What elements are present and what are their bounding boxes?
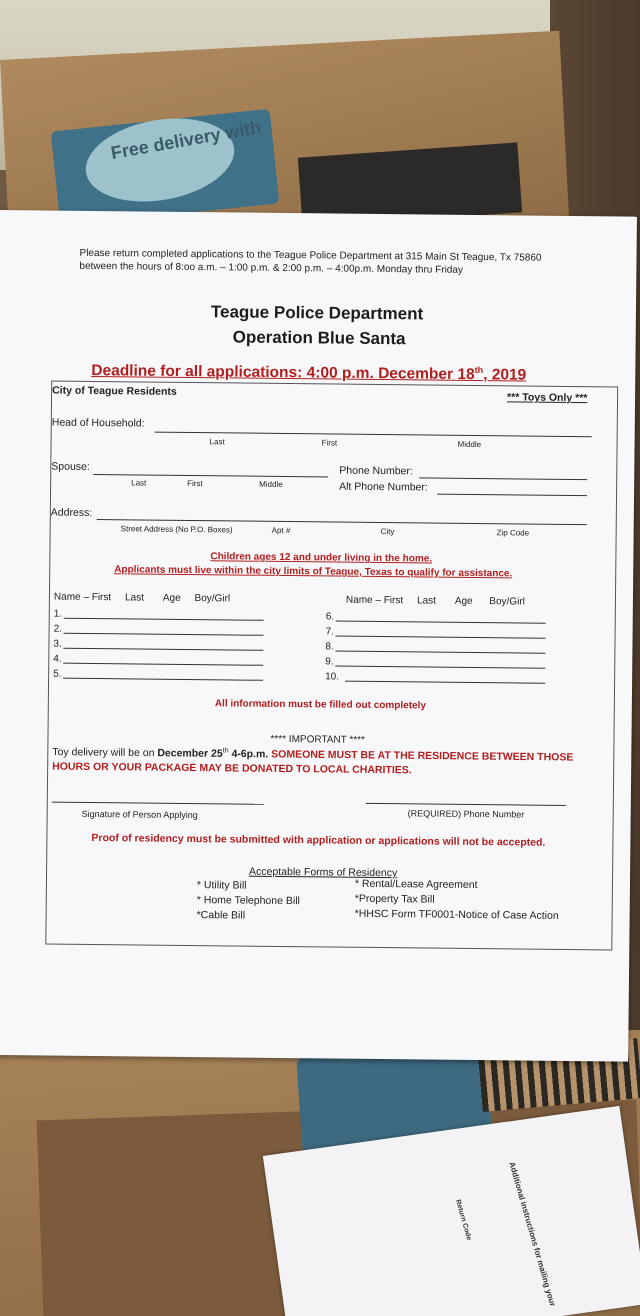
- delivery-line-2: HOURS OR YOUR PACKAGE MAY BE DONATED TO LOCAL CHARITIES.: [52, 760, 412, 777]
- residency-list-right: [355, 877, 560, 924]
- head-last-caption: Last: [209, 437, 225, 447]
- application-form: [0, 210, 637, 1062]
- form-title: Teague Police Department: [210, 302, 424, 324]
- head-of-household-label: Head of Household:: [51, 416, 145, 430]
- kid-field-7[interactable]: [336, 636, 546, 639]
- kid-row-4: 4.: [53, 653, 62, 665]
- label-heading: Additional instructions for mailing your: [507, 1160, 558, 1308]
- signature-field[interactable]: [52, 802, 264, 805]
- deadline-heading: Deadline for all applications: 4:00 p.m. December 18th, 2019: [91, 362, 527, 384]
- required-phone-field[interactable]: [366, 803, 566, 806]
- address-street-caption: Street Address (No P.O. Boxes): [120, 524, 233, 535]
- head-first-caption: First: [321, 438, 338, 448]
- address-zip-caption: Zip Code: [496, 528, 530, 538]
- kid-field-8[interactable]: [335, 651, 545, 654]
- address-apt-caption: Apt #: [271, 525, 291, 536]
- important-heading: **** IMPORTANT ****: [270, 733, 366, 746]
- children-note: Children ages 12 and under living in the home.: [210, 551, 433, 565]
- kid-field-6[interactable]: [336, 621, 546, 624]
- address-label: Address:: [50, 506, 93, 519]
- kid-field-4[interactable]: [63, 663, 263, 666]
- alt-phone-field[interactable]: [437, 494, 587, 497]
- residency-item-tax: *Property Tax Bill: [354, 892, 435, 906]
- head-middle-caption: Middle: [457, 439, 482, 450]
- intro-line-1: Please return completed applications to the Teague Police Department at 315 Main St Teague, Tx 75860: [79, 247, 542, 264]
- kid-field-1[interactable]: [64, 618, 264, 621]
- all-info-note: All information must be filled out completely: [214, 698, 427, 712]
- signature-caption: Signature of Person Applying: [81, 808, 198, 821]
- kid-field-9[interactable]: [335, 666, 545, 669]
- proof-note: Proof of residency must be submitted with application or applications will not be accepted.: [91, 831, 546, 849]
- alt-phone-label: Alt Phone Number:: [339, 480, 428, 494]
- residents-label: City of Teague Residents: [52, 384, 177, 398]
- kid-field-5[interactable]: [63, 678, 263, 681]
- kid-row-10: 10.: [325, 671, 340, 683]
- residency-item-cable: *Cable Bill: [196, 909, 246, 922]
- spouse-middle-caption: Middle: [259, 479, 283, 489]
- toys-only-label: *** Toys Only ***: [507, 391, 588, 405]
- kids-list-left: [53, 607, 62, 682]
- kid-row-2: 2.: [53, 623, 63, 635]
- spouse-label: Spouse:: [51, 460, 90, 473]
- phone-label: Phone Number:: [339, 464, 413, 478]
- kid-row-3: 3.: [53, 638, 62, 650]
- kid-row-1: 1.: [53, 608, 63, 620]
- city-limits-note: Applicants must live within the city limits of Teague, Texas to qualify for assistance.: [114, 564, 513, 580]
- kids-header-right: Name – First Last Age Boy/Girl: [345, 594, 525, 608]
- kid-row-9: 9.: [325, 656, 334, 668]
- form-subtitle: Operation Blue Santa: [232, 327, 406, 349]
- kid-field-2[interactable]: [64, 633, 264, 636]
- kid-row-6: 6.: [325, 611, 335, 623]
- intro-text: [79, 247, 541, 278]
- delivery-line-1: Toy delivery will be on December 25th 4-6p.m. SOMEONE MUST BE AT THE RESIDENCE BETWEEN THOSE: [52, 746, 574, 764]
- kid-row-5: 5.: [53, 668, 62, 680]
- spouse-last-caption: Last: [131, 478, 147, 488]
- kid-row-8: 8.: [325, 641, 334, 653]
- spouse-field[interactable]: [93, 474, 328, 477]
- box-logo-text: Free delivery with: [109, 116, 263, 164]
- kid-field-3[interactable]: [63, 648, 263, 651]
- residency-item-hhsc: *HHSC Form TF0001-Notice of Case Action: [354, 907, 559, 922]
- residency-title: Acceptable Forms of Residency: [249, 865, 398, 880]
- residency-item-utility: * Utility Bill: [196, 879, 247, 892]
- kid-field-10[interactable]: [345, 681, 545, 684]
- residency-item-lease: * Rental/Lease Agreement: [354, 877, 478, 892]
- kid-row-7: 7.: [325, 626, 335, 638]
- kids-header-left: Name – First Last Age Boy/Girl: [53, 591, 231, 605]
- spouse-first-caption: First: [187, 478, 203, 489]
- address-city-caption: City: [380, 527, 395, 537]
- required-phone-caption: (REQUIRED) Phone Number: [407, 808, 525, 820]
- intro-line-2: between the hours of 8:oo a.m. – 1:00 p.m. & 2:00 p.m. – 4:00p.m. Monday thru Friday: [79, 260, 463, 276]
- label-return-code: Return Code: [453, 1198, 473, 1242]
- phone-field[interactable]: [419, 477, 587, 480]
- residency-item-telephone: * Home Telephone Bill: [196, 894, 300, 908]
- form-frame: [45, 381, 618, 951]
- residency-list-left: [197, 878, 301, 924]
